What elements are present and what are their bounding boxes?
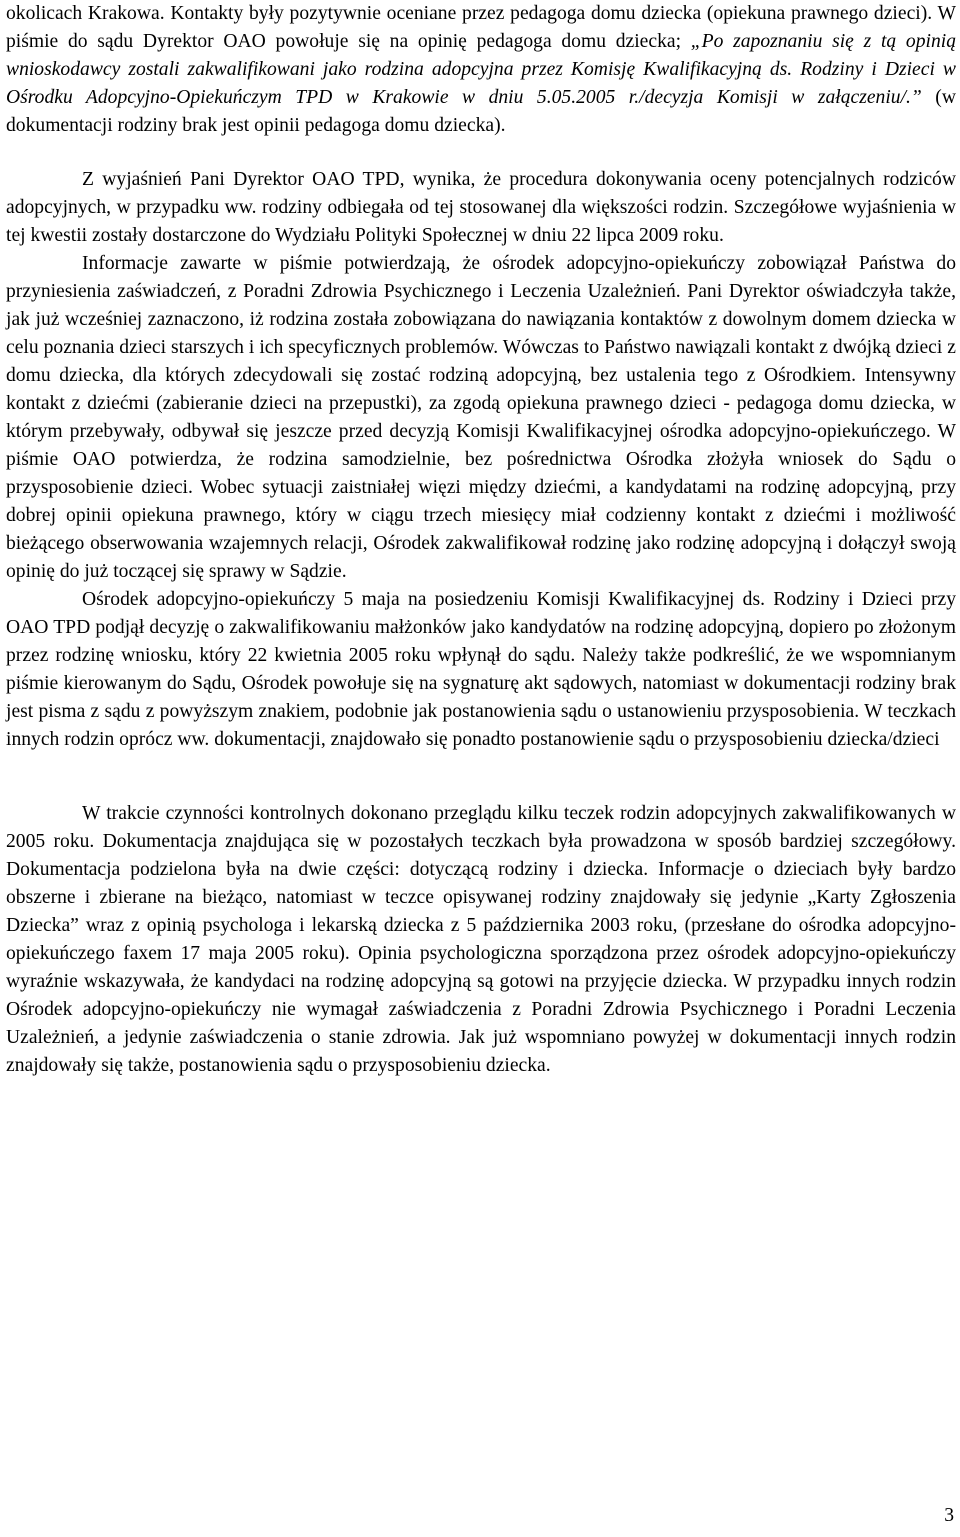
paragraph-4: Ośrodek adopcyjno-opiekuńczy 5 maja na posiedzeniu Komisji Kwalifikacyjnej ds. Rodziny i Dzieci przy OAO TPD podjął decyzję o zakwalifikowaniu małżonków jako kandydatów na rodzinę adopcyjną, dopiero po złożonym przez rodzinę wniosku, który 22 kwietnia 2005 roku wpłynął do sądu. Należy także podkreślić, że we wspomnianym piśmie kierowanym do Sądu, Ośrodek powołuje się na sygnaturę akt sądowych, natomiast w dokumentacji rodziny brak jest pisma z sądu z powyższym znakiem, podobnie jak postanowienia sądu o ustanowieniu przysposobienia. W teczkach innych rodzin oprócz ww. dokumentacji, znajdowało się ponadto postanowienie sądu o przysposobieniu dziecka/dzieci — [6, 589, 956, 750]
paragraph-1-lead: okolicach Krakowa. Kontakty były pozytywnie oceniane przez pedagoga domu dziecka (opiekuna prawnego dzieci). W piśmie do sądu Dyrektor OAO powołuje się na opinię pedagoga domu dziecka; — [6, 3, 956, 52]
paragraph-2: Z wyjaśnień Pani Dyrektor OAO TPD, wynika, że procedura dokonywania oceny potencjalnych rodziców adopcyjnych, w przypadku ww. rodziny odbiegała od tej stosowanej dla większości rodzin. Szczegółowe wyjaśnienia w tej kwestii zostały dostarczone do Wydziału Polityki Społecznej w dniu 22 lipca 2009 roku. — [6, 169, 956, 246]
page-number: 3 — [944, 1505, 954, 1526]
document-page — [6, 0, 956, 1080]
paragraph-1 — [6, 0, 956, 140]
paragraph-1-quote: „Po zapoznaniu się z tą opinią wnioskodawcy zostali zakwalifikowani jako rodzina adopcyjna przez Komisję Kwalifikacyjną ds. Rodziny i Dzieci w Ośrodku Adopcyjno-Opiekuńczym TPD w Krakowie w dniu 5.05.2005 r./decyzja Komisji w załączeniu/.” — [6, 31, 956, 108]
paragraph-5: W trakcie czynności kontrolnych dokonano przeglądu kilku teczek rodzin adopcyjnych zakwalifikowanych w 2005 roku. Dokumentacja znajdująca się w pozostałych teczkach była prowadzona w sposób bardziej szczegółowy. Dokumentacja podzielona była na dwie części: dotyczącą rodziny i dziecka. Informacje o dzieciach były bardzo obszerne i zbierane na bieżąco, natomiast w teczce opisywanej rodziny znajdowały się jedynie „Karty Zgłoszenia Dziecka” wraz z opinią psychologa i lekarską dziecka z 5 października 2003 roku, (przesłane do ośrodka adopcyjno-opiekuńczego faxem 17 maja 2005 roku). Opinia psychologiczna sporządzona przez ośrodek adopcyjno-opiekuńczy wyraźnie wskazywała, że kandydaci na rodzinę adopcyjną są gotowi na przyjęcie dziecka. W przypadku innych rodzin Ośrodek adopcyjno-opiekuńczy nie wymagał zaświadczenia z Poradni Zdrowia Psychicznego i Poradni Leczenia Uzależnień, a jedynie zaświadczenia o stanie zdrowia. Jak już wspomniano powyżej w dokumentacji innych rodzin znajdowały się także, postanowienia sądu o przysposobieniu dziecka. — [6, 803, 956, 1076]
paragraph-3: Informacje zawarte w piśmie potwierdzają, że ośrodek adopcyjno-opiekuńczy zobowiązał Państwa do przyniesienia zaświadczeń, z Poradni Zdrowia Psychicznego i Leczenia Uzależnień. Pani Dyrektor oświadczyła także, jak już wcześniej zaznaczono, iż rodzina została zobowiązana do nawiązania kontaktów z dowolnym domem dziecka w celu poznania dzieci starszych i ich specyficznych problemów. Wówczas to Państwo nawiązali kontakt z dwójką dzieci z domu dziecka, dla których zdecydowali się zostać rodziną adopcyjną, bez ustalenia tego z Ośrodkiem. Intensywny kontakt z dziećmi (zabieranie dzieci na przepustki), za zgodą opiekuna prawnego dzieci - pedagoga domu dziecka, w którym przebywały, odbywał się jeszcze przed decyzją Komisji Kwalifikacyjnej ośrodka adopcyjno-opiekuńczego. W piśmie OAO potwierdza, że rodzina samodzielnie, bez pośrednictwa Ośrodka złożyła wniosek do Sądu o przysposobienie dzieci. Wobec sytuacji zaistniałej więzi między dziećmi, a kandydatami na rodzinę adopcyjną, przy dobrej opinii opiekuna prawnego, który w ciągu trzech miesięcy miał codzienny kontakt z dziećmi i możliwość bieżącego obserwowania wzajemnych relacji, Ośrodek zakwalifikował rodzinę jako rodzinę adopcyjną i dołączył swoją opinię do już toczącej się sprawy w Sądzie. — [6, 253, 956, 582]
paragraph-1-tail: (w dokumentacji rodziny brak jest opinii pedagoga domu dziecka). — [6, 87, 956, 136]
